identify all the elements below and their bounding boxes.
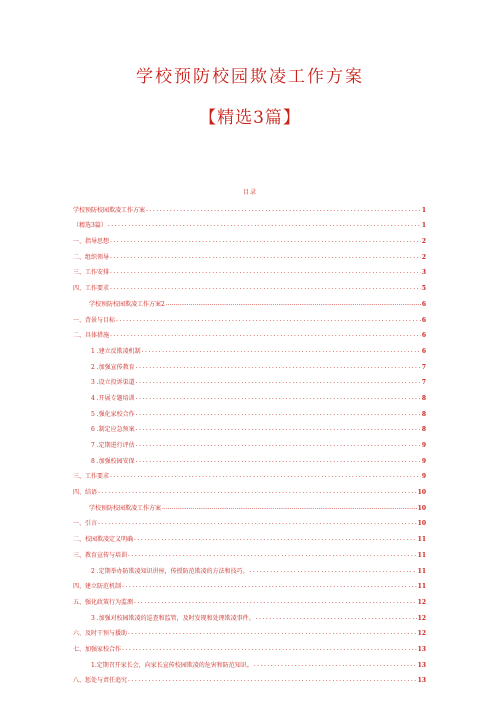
toc-entry-page-number: 12 xyxy=(417,630,426,638)
toc-entry[interactable] xyxy=(73,669,426,685)
toc-entry-label: 3 .加强对校园欺凌的巡查和监管，及时发现和处理欺凌事件。 xyxy=(91,614,255,622)
toc-entry-label: 三、工作安排 xyxy=(73,269,110,277)
toc-entry-label: 学校预防校园欺凌工作方案2 xyxy=(89,300,165,308)
toc-leader-dots xyxy=(110,269,421,276)
toc-leader-dots xyxy=(108,222,421,229)
toc-entry[interactable] xyxy=(73,339,426,355)
toc-entry-page-number: 13 xyxy=(417,661,426,669)
toc-entry-label: 1 .建立反欺凌机制 xyxy=(91,347,141,355)
toc-entry[interactable] xyxy=(73,308,426,324)
toc-entry-page-number: 1 xyxy=(421,206,426,214)
toc-entry-label: 八、惩处与责任追究 xyxy=(73,677,128,685)
toc-entry-page-number: 3 xyxy=(421,269,426,277)
toc-leader-dots xyxy=(110,238,421,245)
toc-entry[interactable] xyxy=(73,245,426,261)
toc-leader-dots xyxy=(146,207,421,214)
toc-leader-dots xyxy=(142,348,421,355)
toc-entry-page-number: 6 xyxy=(421,300,426,308)
toc-entry-page-number: 9 xyxy=(421,442,426,449)
toc-entry-page-number: 12 xyxy=(417,598,426,606)
toc-leader-dots xyxy=(136,379,421,386)
toc-entry-label: 二、组织领导 xyxy=(73,253,110,261)
toc-entry-label: 五、强化政策行为监测 xyxy=(73,598,134,606)
toc-entry[interactable] xyxy=(73,292,426,308)
toc-entry[interactable] xyxy=(73,402,426,418)
toc-leader-dots xyxy=(134,599,417,606)
toc-entry-label: 5 .强化家校合作 xyxy=(91,410,135,418)
toc-entry[interactable] xyxy=(73,575,426,591)
toc-entry[interactable] xyxy=(73,276,426,292)
toc-entry[interactable] xyxy=(73,465,426,481)
toc-entry[interactable] xyxy=(73,512,426,528)
toc-entry-page-number: 5 xyxy=(421,285,426,293)
toc-leader-dots xyxy=(110,285,421,292)
toc-entry-label: 四、工作要求 xyxy=(73,285,110,293)
toc-entry-page-number: 9 xyxy=(421,473,426,481)
toc-entry-page-number: 9 xyxy=(421,457,426,465)
table-of-contents xyxy=(73,198,426,684)
toc-entry-page-number: 11 xyxy=(417,536,426,544)
toc-leader-dots xyxy=(116,317,421,324)
toc-entry[interactable] xyxy=(73,418,426,434)
toc-entry-page-number: 8 xyxy=(421,410,426,418)
toc-entry-page-number: 13 xyxy=(417,677,426,685)
toc-entry-label: 2 .定期举办防欺凌知识讲座，传授防范欺凌的方法和技巧。 xyxy=(91,567,249,575)
toc-leader-dots xyxy=(136,442,421,449)
toc-entry-label: 一、指导思想 xyxy=(73,238,110,246)
toc-entry-page-number: 1 xyxy=(421,222,426,230)
toc-entry[interactable] xyxy=(73,606,426,622)
toc-leader-dots xyxy=(136,411,421,418)
toc-entry-page-number: 13 xyxy=(417,645,426,653)
toc-entry[interactable] xyxy=(73,622,426,638)
toc-leader-dots xyxy=(128,552,417,559)
toc-entry-label: 7 .定期进行评估 xyxy=(91,442,135,449)
toc-entry-page-number: 7 xyxy=(421,363,426,371)
toc-leader-dots xyxy=(110,473,421,480)
toc-entry[interactable] xyxy=(73,637,426,653)
toc-entry[interactable] xyxy=(73,198,426,214)
toc-entry[interactable] xyxy=(73,559,426,575)
toc-entry[interactable] xyxy=(73,433,426,449)
toc-entry-page-number: 8 xyxy=(421,426,426,434)
toc-entry[interactable] xyxy=(73,449,426,465)
toc-entry-page-number: 11 xyxy=(417,551,426,559)
toc-entry-label: 一、背景与目标 xyxy=(73,316,116,324)
toc-entry[interactable] xyxy=(73,590,426,606)
toc-entry-label: （精选3篇） xyxy=(73,222,107,230)
toc-entry-label: 8 .加强校园安保 xyxy=(91,457,135,465)
toc-entry-page-number: 6 xyxy=(421,316,426,324)
toc-entry-label: 四、建立防范机制 xyxy=(73,583,122,591)
toc-entry-page-number: 10 xyxy=(417,504,426,512)
toc-entry-page-number: 11 xyxy=(417,583,426,591)
toc-entry-label: 2 .加强宣传教育 xyxy=(91,363,135,371)
toc-entry[interactable] xyxy=(73,261,426,277)
toc-entry-label: 四、结语 xyxy=(73,489,98,497)
toc-entry-label: 六、及时干预与援助 xyxy=(73,630,128,638)
toc-entry[interactable] xyxy=(73,324,426,340)
toc-leader-dots xyxy=(136,426,421,433)
toc-leader-dots xyxy=(122,646,417,653)
toc-leader-dots xyxy=(128,677,417,684)
toc-entry-page-number: 6 xyxy=(421,332,426,340)
toc-leader-dots xyxy=(98,489,417,496)
toc-leader-dots xyxy=(134,536,417,543)
toc-entry[interactable] xyxy=(73,386,426,402)
document-subtitle: 【精选3篇】 xyxy=(199,108,301,128)
toc-leader-dots xyxy=(136,364,421,371)
toc-entry[interactable] xyxy=(73,229,426,245)
toc-leader-dots xyxy=(162,505,417,512)
toc-leader-dots xyxy=(98,520,417,527)
toc-leader-dots xyxy=(254,662,417,669)
toc-entry-label: 七、加强家校合作 xyxy=(73,645,122,653)
toc-entry-label: 一、引言 xyxy=(73,520,98,528)
toc-entry[interactable] xyxy=(73,214,426,230)
toc-leader-dots xyxy=(136,458,421,465)
toc-entry-page-number: 2 xyxy=(421,238,426,246)
toc-leader-dots xyxy=(110,254,421,261)
toc-entry-page-number: 10 xyxy=(417,489,426,497)
toc-entry-page-number: 12 xyxy=(417,614,426,622)
toc-leader-dots xyxy=(166,301,421,308)
toc-entry-page-number: 2 xyxy=(421,253,426,261)
toc-leader-dots xyxy=(250,568,417,575)
toc-leader-dots xyxy=(256,615,417,622)
toc-entry-label: 二、具体措施 xyxy=(73,332,110,340)
toc-entry[interactable] xyxy=(73,527,426,543)
toc-entry-label: 4 .开展专题培训 xyxy=(91,394,135,402)
toc-entry-page-number: 11 xyxy=(417,567,426,575)
toc-leader-dots xyxy=(122,583,417,590)
toc-entry-label: 三、教育宣传与培训 xyxy=(73,551,128,559)
toc-leader-dots xyxy=(136,395,421,402)
toc-entry-page-number: 7 xyxy=(421,379,426,387)
toc-entry-label: 二、校园欺凌定义明确 xyxy=(73,536,134,544)
toc-entry[interactable] xyxy=(73,653,426,669)
toc-entry-page-number: 8 xyxy=(421,394,426,402)
toc-entry[interactable] xyxy=(73,371,426,387)
toc-entry[interactable] xyxy=(73,480,426,496)
toc-entry[interactable] xyxy=(73,543,426,559)
toc-entry-label: 1.定期召开家长会，向家长宣传校园欺凌的危害和防范知识。 xyxy=(91,661,253,669)
toc-entry-label: 3 .设立投诉渠道 xyxy=(91,379,135,387)
toc-entry-page-number: 10 xyxy=(417,520,426,528)
toc-entry[interactable] xyxy=(73,496,426,512)
toc-leader-dots xyxy=(110,332,421,339)
toc-heading: 目录 xyxy=(242,189,257,196)
toc-entry[interactable] xyxy=(73,355,426,371)
document-title: 学校预防校园欺凌工作方案 xyxy=(136,67,364,87)
toc-entry-page-number: 6 xyxy=(421,347,426,355)
toc-entry-label: 学校预防校园欺凌工作方案 xyxy=(73,206,146,214)
toc-entry-label: 6 .制定应急预案 xyxy=(91,426,135,434)
toc-leader-dots xyxy=(128,630,417,637)
toc-entry-label: 三、工作要求 xyxy=(73,473,110,481)
toc-entry-label: 学校预防校园欺凌工作方案 xyxy=(89,504,162,512)
